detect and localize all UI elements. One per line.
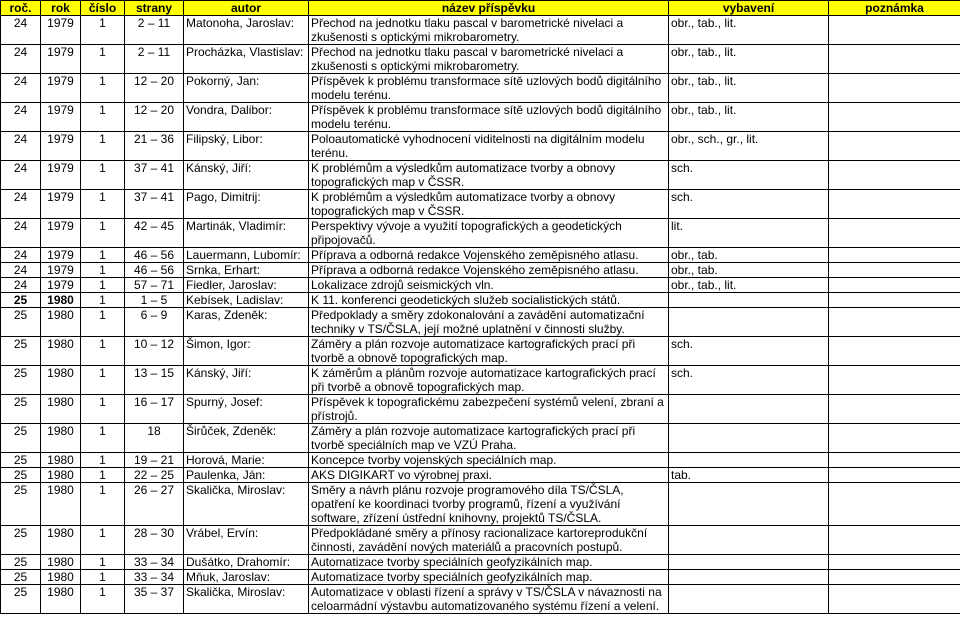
cell-strany[interactable]: 33 – 34	[125, 570, 184, 585]
cell-cislo[interactable]: 1	[81, 263, 125, 278]
cell-autor[interactable]: Paulenka, Ján:	[184, 468, 309, 483]
cell-cislo[interactable]: 1	[81, 483, 125, 526]
table-row	[1, 278, 960, 293]
cell-rok[interactable]: 1979	[41, 278, 81, 293]
cell-strany[interactable]: 2 – 11	[125, 16, 184, 45]
cell-roc[interactable]: 24	[1, 190, 41, 219]
cell-autor[interactable]: Fiedler, Jaroslav:	[184, 278, 309, 293]
cell-autor[interactable]: Karas, Zdeněk:	[184, 308, 309, 337]
cell-poznamka[interactable]	[829, 132, 960, 161]
cell-rok[interactable]: 1979	[41, 103, 81, 132]
cell-strany[interactable]: 57 – 71	[125, 278, 184, 293]
table-row	[1, 395, 960, 424]
cell-poznamka[interactable]	[829, 453, 960, 468]
cell-nazev[interactable]: Příspěvek k problému transformace sítě uzlových bodů digitálního modelu terénu.	[309, 103, 669, 132]
table-row	[1, 103, 960, 132]
cell-roc[interactable]: 24	[1, 219, 41, 248]
cell-rok[interactable]: 1980	[41, 395, 81, 424]
cell-vybaveni[interactable]: sch.	[669, 337, 829, 366]
cell-nazev[interactable]: Přechod na jednotku tlaku pascal v barometrické nivelaci a zkušenosti s optickými mikrobarometry.	[309, 45, 669, 74]
cell-nazev[interactable]: Automatizace v oblasti řízení a správy v TS/ČSLA v návaznosti na celoarmádní výstavbu automatizovaného systému řízení a velení.	[309, 585, 669, 614]
table-row	[1, 585, 960, 614]
cell-poznamka[interactable]	[829, 161, 960, 190]
cell-vybaveni[interactable]	[669, 293, 829, 308]
cell-strany[interactable]: 37 – 41	[125, 161, 184, 190]
cell-autor[interactable]: Šimon, Igor:	[184, 337, 309, 366]
header-strany[interactable]: strany	[125, 1, 184, 16]
cell-roc[interactable]: 24	[1, 74, 41, 103]
cell-cislo[interactable]: 1	[81, 16, 125, 45]
cell-vybaveni[interactable]	[669, 453, 829, 468]
table-row	[1, 555, 960, 570]
cell-rok[interactable]: 1980	[41, 555, 81, 570]
cell-vybaveni[interactable]: sch.	[669, 366, 829, 395]
cell-nazev[interactable]: Poloautomatické vyhodnocení viditelnosti na digitálním modelu terénu.	[309, 132, 669, 161]
cell-rok[interactable]: 1979	[41, 219, 81, 248]
cell-rok[interactable]: 1979	[41, 161, 81, 190]
cell-strany[interactable]: 13 – 15	[125, 366, 184, 395]
cell-cislo[interactable]: 1	[81, 190, 125, 219]
cell-autor[interactable]: Vondra, Dalibor:	[184, 103, 309, 132]
table-row	[1, 45, 960, 74]
cell-nazev[interactable]: Automatizace tvorby speciálních geofyzikálních map.	[309, 555, 669, 570]
table-row	[1, 337, 960, 366]
cell-strany[interactable]: 12 – 20	[125, 74, 184, 103]
cell-rok[interactable]: 1979	[41, 74, 81, 103]
cell-nazev[interactable]: K problémům a výsledkům automatizace tvorby a obnovy topografických map v ČSSR.	[309, 190, 669, 219]
cell-strany[interactable]: 18	[125, 424, 184, 453]
table-row	[1, 526, 960, 555]
cell-vybaveni[interactable]	[669, 585, 829, 614]
cell-poznamka[interactable]	[829, 190, 960, 219]
cell-autor[interactable]: Dušátko, Drahomír:	[184, 555, 309, 570]
cell-autor[interactable]: Filipský, Libor:	[184, 132, 309, 161]
cell-cislo[interactable]: 1	[81, 468, 125, 483]
cell-poznamka[interactable]	[829, 585, 960, 614]
cell-poznamka[interactable]	[829, 570, 960, 585]
header-roc[interactable]: roč.	[1, 1, 41, 16]
cell-vybaveni[interactable]: obr., sch., gr., lit.	[669, 132, 829, 161]
cell-nazev[interactable]: Koncepce tvorby vojenských speciálních map.	[309, 453, 669, 468]
cell-roc[interactable]: 25	[1, 395, 41, 424]
cell-vybaveni[interactable]	[669, 555, 829, 570]
cell-cislo[interactable]: 1	[81, 161, 125, 190]
cell-strany[interactable]: 12 – 20	[125, 103, 184, 132]
cell-nazev[interactable]: Záměry a plán rozvoje automatizace kartografických prací při tvorbě speciálních map ve VZÚ Praha.	[309, 424, 669, 453]
header-autor[interactable]: autor	[184, 1, 309, 16]
cell-nazev[interactable]: Směry a návrh plánu rozvoje programového díla TS/ČSLA, opatření ke koordinaci tvorby programů, řízení a využívání software, zřízení ústřední knihovny, projektů TS/ČSLA.	[309, 483, 669, 526]
cell-poznamka[interactable]	[829, 278, 960, 293]
cell-roc[interactable]: 24	[1, 16, 41, 45]
cell-rok[interactable]: 1980	[41, 424, 81, 453]
cell-rok[interactable]: 1980	[41, 468, 81, 483]
cell-strany[interactable]: 28 – 30	[125, 526, 184, 555]
cell-poznamka[interactable]	[829, 366, 960, 395]
cell-cislo[interactable]: 1	[81, 248, 125, 263]
cell-cislo[interactable]: 1	[81, 395, 125, 424]
table-row	[1, 483, 960, 526]
cell-poznamka[interactable]	[829, 468, 960, 483]
cell-vybaveni[interactable]: sch.	[669, 161, 829, 190]
cell-poznamka[interactable]	[829, 308, 960, 337]
cell-nazev[interactable]: Lokalizace zdrojů seismických vln.	[309, 278, 669, 293]
cell-strany[interactable]: 1 – 5	[125, 293, 184, 308]
cell-poznamka[interactable]	[829, 103, 960, 132]
table-row	[1, 468, 960, 483]
table-body	[1, 16, 960, 614]
cell-roc[interactable]: 24	[1, 103, 41, 132]
cell-cislo[interactable]: 1	[81, 526, 125, 555]
cell-autor[interactable]: Skalička, Miroslav:	[184, 585, 309, 614]
cell-rok[interactable]: 1980	[41, 293, 81, 308]
cell-cislo[interactable]: 1	[81, 585, 125, 614]
cell-poznamka[interactable]	[829, 555, 960, 570]
table-row	[1, 308, 960, 337]
cell-strany[interactable]: 21 – 36	[125, 132, 184, 161]
cell-roc[interactable]: 24	[1, 45, 41, 74]
cell-rok[interactable]: 1980	[41, 308, 81, 337]
cell-vybaveni[interactable]: obr., tab., lit.	[669, 16, 829, 45]
cell-strany[interactable]: 46 – 56	[125, 248, 184, 263]
cell-rok[interactable]: 1980	[41, 366, 81, 395]
header-rok[interactable]: rok	[41, 1, 81, 16]
cell-roc[interactable]: 25	[1, 555, 41, 570]
cell-rok[interactable]: 1979	[41, 190, 81, 219]
cell-vybaveni[interactable]: obr., tab., lit.	[669, 74, 829, 103]
cell-cislo[interactable]: 1	[81, 308, 125, 337]
cell-autor[interactable]: Martinák, Vladimír:	[184, 219, 309, 248]
table-row	[1, 248, 960, 263]
cell-nazev[interactable]: AKS DIGIKART vo výrobnej praxi.	[309, 468, 669, 483]
cell-nazev[interactable]: Záměry a plán rozvoje automatizace kartografických prací při tvorbě a obnově topografických map.	[309, 337, 669, 366]
cell-roc[interactable]: 24	[1, 161, 41, 190]
cell-poznamka[interactable]	[829, 337, 960, 366]
cell-vybaveni[interactable]	[669, 483, 829, 526]
cell-roc[interactable]: 25	[1, 526, 41, 555]
cell-poznamka[interactable]	[829, 424, 960, 453]
cell-strany[interactable]: 16 – 17	[125, 395, 184, 424]
cell-roc[interactable]: 25	[1, 366, 41, 395]
cell-vybaveni[interactable]: tab.	[669, 468, 829, 483]
cell-roc[interactable]: 25	[1, 308, 41, 337]
cell-vybaveni[interactable]	[669, 308, 829, 337]
cell-cislo[interactable]: 1	[81, 219, 125, 248]
table-row	[1, 453, 960, 468]
cell-strany[interactable]: 46 – 56	[125, 263, 184, 278]
cell-rok[interactable]: 1979	[41, 45, 81, 74]
cell-vybaveni[interactable]: obr., tab., lit.	[669, 103, 829, 132]
table-row	[1, 366, 960, 395]
cell-cislo[interactable]: 1	[81, 424, 125, 453]
cell-roc[interactable]: 25	[1, 468, 41, 483]
table-row	[1, 263, 960, 278]
cell-poznamka[interactable]	[829, 483, 960, 526]
cell-poznamka[interactable]	[829, 74, 960, 103]
cell-autor[interactable]: Pago, Dimitrij:	[184, 190, 309, 219]
cell-nazev[interactable]: Příspěvek k problému transformace sítě uzlových bodů digitálního modelu terénu.	[309, 74, 669, 103]
cell-rok[interactable]: 1980	[41, 337, 81, 366]
cell-strany[interactable]: 37 – 41	[125, 190, 184, 219]
cell-poznamka[interactable]	[829, 263, 960, 278]
cell-cislo[interactable]: 1	[81, 293, 125, 308]
cell-poznamka[interactable]	[829, 219, 960, 248]
cell-vybaveni[interactable]: obr., tab.	[669, 263, 829, 278]
cell-vybaveni[interactable]: obr., tab.	[669, 248, 829, 263]
cell-poznamka[interactable]	[829, 45, 960, 74]
cell-autor[interactable]: Horová, Marie:	[184, 453, 309, 468]
cell-vybaveni[interactable]: lit.	[669, 219, 829, 248]
cell-cislo[interactable]: 1	[81, 278, 125, 293]
cell-strany[interactable]: 2 – 11	[125, 45, 184, 74]
cell-rok[interactable]: 1980	[41, 570, 81, 585]
cell-roc[interactable]: 25	[1, 424, 41, 453]
header-poznamka[interactable]: poznámka	[829, 1, 960, 16]
table-row	[1, 16, 960, 45]
cell-roc[interactable]: 25	[1, 453, 41, 468]
cell-roc[interactable]: 25	[1, 585, 41, 614]
cell-autor[interactable]: Procházka, Vlastislav:	[184, 45, 309, 74]
cell-cislo[interactable]: 1	[81, 366, 125, 395]
cell-autor[interactable]: Mňuk, Jaroslav:	[184, 570, 309, 585]
cell-vybaveni[interactable]	[669, 395, 829, 424]
cell-vybaveni[interactable]: obr., tab., lit.	[669, 278, 829, 293]
cell-strany[interactable]: 33 – 34	[125, 555, 184, 570]
cell-autor[interactable]: Kánský, Jiří:	[184, 366, 309, 395]
cell-nazev[interactable]: Příprava a odborná redakce Vojenského zeměpisného atlasu.	[309, 248, 669, 263]
cell-poznamka[interactable]	[829, 526, 960, 555]
cell-nazev[interactable]: K 11. konferenci geodetických služeb socialistických států.	[309, 293, 669, 308]
cell-rok[interactable]: 1980	[41, 526, 81, 555]
cell-rok[interactable]: 1979	[41, 263, 81, 278]
cell-autor[interactable]: Matonoha, Jaroslav:	[184, 16, 309, 45]
header-nazev[interactable]: název příspěvku	[309, 1, 669, 16]
cell-rok[interactable]: 1980	[41, 483, 81, 526]
table-row	[1, 132, 960, 161]
cell-autor[interactable]: Skalička, Miroslav:	[184, 483, 309, 526]
cell-cislo[interactable]: 1	[81, 103, 125, 132]
cell-nazev[interactable]: Předpoklady a směry zdokonalování a zavádění automatizační techniky v TS/ČSLA, její možné uplatnění v činnosti služby.	[309, 308, 669, 337]
cell-cislo[interactable]: 1	[81, 74, 125, 103]
cell-cislo[interactable]: 1	[81, 453, 125, 468]
header-row	[1, 1, 960, 16]
cell-poznamka[interactable]	[829, 395, 960, 424]
cell-autor[interactable]: Lauermann, Lubomír:	[184, 248, 309, 263]
table-row	[1, 74, 960, 103]
cell-strany[interactable]: 19 – 21	[125, 453, 184, 468]
cell-strany[interactable]: 26 – 27	[125, 483, 184, 526]
table-row	[1, 219, 960, 248]
table-row	[1, 570, 960, 585]
cell-rok[interactable]: 1980	[41, 585, 81, 614]
cell-strany[interactable]: 22 – 25	[125, 468, 184, 483]
cell-vybaveni[interactable]	[669, 570, 829, 585]
cell-nazev[interactable]: Příprava a odborná redakce Vojenského zeměpisného atlasu.	[309, 263, 669, 278]
cell-cislo[interactable]: 1	[81, 132, 125, 161]
cell-cislo[interactable]: 1	[81, 570, 125, 585]
header-cislo[interactable]: číslo	[81, 1, 125, 16]
cell-autor[interactable]: Vrábel, Ervín:	[184, 526, 309, 555]
cell-autor[interactable]: Kebísek, Ladislav:	[184, 293, 309, 308]
cell-vybaveni[interactable]: obr., tab., lit.	[669, 45, 829, 74]
table-row	[1, 293, 960, 308]
cell-cislo[interactable]: 1	[81, 337, 125, 366]
header-vybaveni[interactable]: vybavení	[669, 1, 829, 16]
cell-roc[interactable]: 24	[1, 132, 41, 161]
cell-vybaveni[interactable]	[669, 424, 829, 453]
cell-strany[interactable]: 35 – 37	[125, 585, 184, 614]
cell-nazev[interactable]: Perspektivy vývoje a využití topografických a geodetických připojovačů.	[309, 219, 669, 248]
cell-cislo[interactable]: 1	[81, 45, 125, 74]
cell-vybaveni[interactable]: sch.	[669, 190, 829, 219]
cell-nazev[interactable]: Přechod na jednotku tlaku pascal v barometrické nivelaci a zkušenosti s optickými mikrobarometry.	[309, 16, 669, 45]
cell-rok[interactable]: 1979	[41, 248, 81, 263]
cell-nazev[interactable]: K problémům a výsledkům automatizace tvorby a obnovy topografických map v ČSSR.	[309, 161, 669, 190]
cell-poznamka[interactable]	[829, 16, 960, 45]
cell-autor[interactable]: Kánský, Jiří:	[184, 161, 309, 190]
cell-nazev[interactable]: K záměrům a plánům rozvoje automatizace kartografických prací při tvorbě a obnově topografických map.	[309, 366, 669, 395]
cell-rok[interactable]: 1979	[41, 16, 81, 45]
cell-strany[interactable]: 6 – 9	[125, 308, 184, 337]
cell-rok[interactable]: 1979	[41, 132, 81, 161]
cell-roc[interactable]: 24	[1, 248, 41, 263]
cell-roc[interactable]: 25	[1, 570, 41, 585]
cell-nazev[interactable]: Automatizace tvorby speciálních geofyzikálních map.	[309, 570, 669, 585]
cell-cislo[interactable]: 1	[81, 555, 125, 570]
cell-strany[interactable]: 10 – 12	[125, 337, 184, 366]
cell-autor[interactable]: Spurný, Josef:	[184, 395, 309, 424]
cell-strany[interactable]: 42 – 45	[125, 219, 184, 248]
cell-poznamka[interactable]	[829, 293, 960, 308]
cell-autor[interactable]: Širůček, Zdeněk:	[184, 424, 309, 453]
cell-nazev[interactable]: Předpokládané směry a přínosy racionalizace kartoreprodukční činnosti, zavádění nových materiálů a pracovních postupů.	[309, 526, 669, 555]
cell-rok[interactable]: 1980	[41, 453, 81, 468]
table-row	[1, 161, 960, 190]
cell-roc[interactable]: 24	[1, 263, 41, 278]
cell-vybaveni[interactable]	[669, 526, 829, 555]
cell-nazev[interactable]: Příspěvek k topografickému zabezpečení systémů velení, zbraní a přístrojů.	[309, 395, 669, 424]
table-row	[1, 424, 960, 453]
table-row	[1, 190, 960, 219]
cell-autor[interactable]: Pokorný, Jan:	[184, 74, 309, 103]
cell-poznamka[interactable]	[829, 248, 960, 263]
cell-roc[interactable]: 25	[1, 293, 41, 308]
cell-roc[interactable]: 24	[1, 278, 41, 293]
cell-roc[interactable]: 25	[1, 337, 41, 366]
cell-roc[interactable]: 25	[1, 483, 41, 526]
cell-autor[interactable]: Srnka, Erhart:	[184, 263, 309, 278]
